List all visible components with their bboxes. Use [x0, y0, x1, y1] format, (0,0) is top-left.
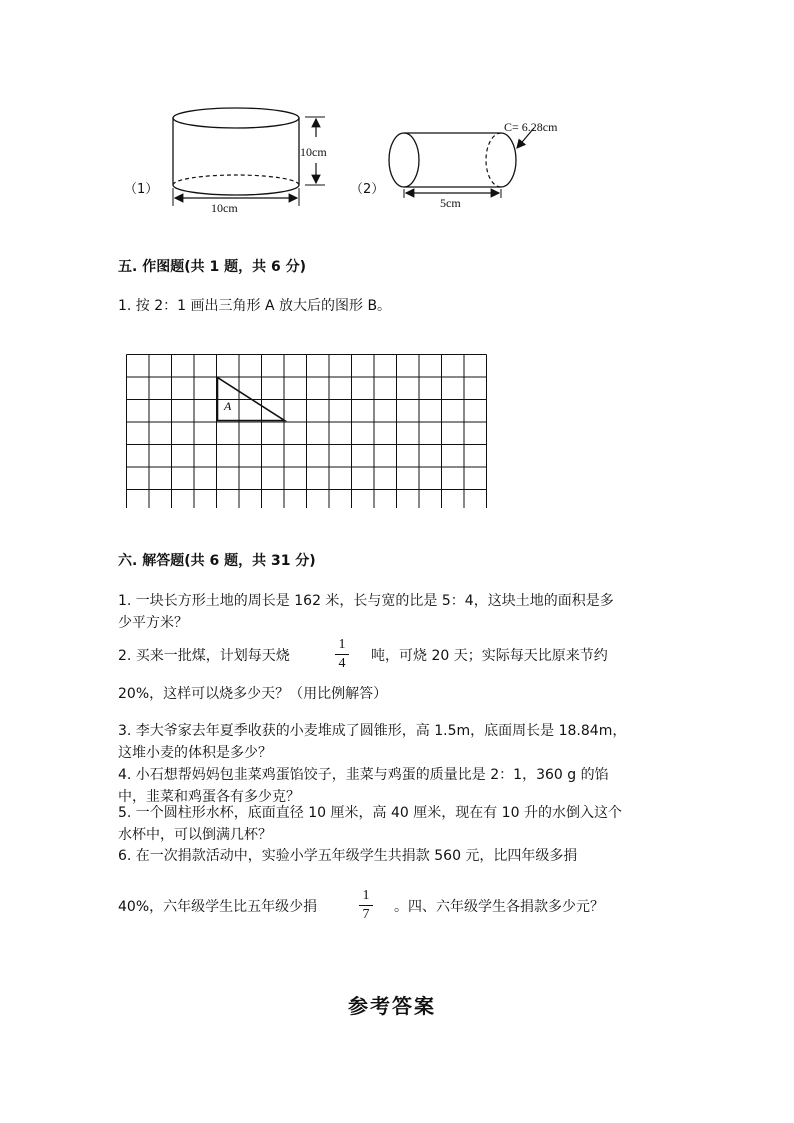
length-label: 5cm — [440, 196, 461, 210]
height-label: 10cm — [300, 145, 327, 159]
question-5: 5. 一个圆柱形水杯，底面直径 10 厘米，高 40 厘米，现在有 10 升的水倒入这个 水杯中，可以倒满几杯？ — [118, 805, 622, 843]
drawing-grid — [126, 354, 490, 508]
question-6-part1: 40%，六年级学生比五年级少捐 — [118, 899, 318, 915]
question-6-fraction: 1 7 — [359, 888, 373, 923]
question-2-part1: 2. 买来一批煤，计划每天烧 — [118, 648, 290, 664]
section5-question-1: 1. 按 2：1 画出三角形 A 放大后的图形 B。 — [118, 298, 392, 314]
question-2-fraction: 1 4 — [335, 637, 349, 672]
cylinder-figure-1 — [160, 100, 370, 225]
question-3: 3. 李大爷家去年夏季收获的小麦堆成了圆锥形，高 1.5m，底面周长是 18.84m， 这堆小麦的体积是多少？ — [118, 723, 627, 761]
diameter-label: 10cm — [211, 201, 238, 215]
triangle-a-label: A — [224, 399, 232, 413]
question-6-line1: 6. 在一次捐款活动中，实验小学五年级学生共捐款 560 元，比四年级多捐 — [118, 848, 578, 864]
answer-title: 参考答案 — [348, 994, 436, 1018]
question-1-line1: 1. 一块长方形土地的周长是 162 米，长与宽的比是 5：4，这块土地的面积是多 — [118, 593, 614, 609]
question-1-line2: 少平方米？ — [118, 615, 188, 631]
question-4: 4. 小石想帮妈妈包韭菜鸡蛋馅饺子，韭菜与鸡蛋的质量比是 2：1，360 g 的馅 中，韭菜和鸡蛋各有多少克？ — [118, 767, 609, 805]
figure-1-label: （1） — [124, 182, 159, 197]
question-2-part2: 吨，可烧 20 天；实际每天比原来节约 — [371, 648, 608, 664]
circumference-label: C= 6.28cm — [504, 120, 558, 134]
section5-heading: 五. 作图题(共 1 题，共 6 分) — [118, 259, 306, 275]
question-2-line2: 20%，这样可以烧多少天？（用比例解答） — [118, 686, 388, 702]
figure-2-label: （2） — [350, 182, 385, 197]
question-6-part2: 。四、六年级学生各捐款多少元？ — [394, 899, 604, 915]
question-1 — [118, 590, 614, 634]
section6-heading: 六. 解答题(共 6 题，共 31 分) — [118, 553, 316, 569]
